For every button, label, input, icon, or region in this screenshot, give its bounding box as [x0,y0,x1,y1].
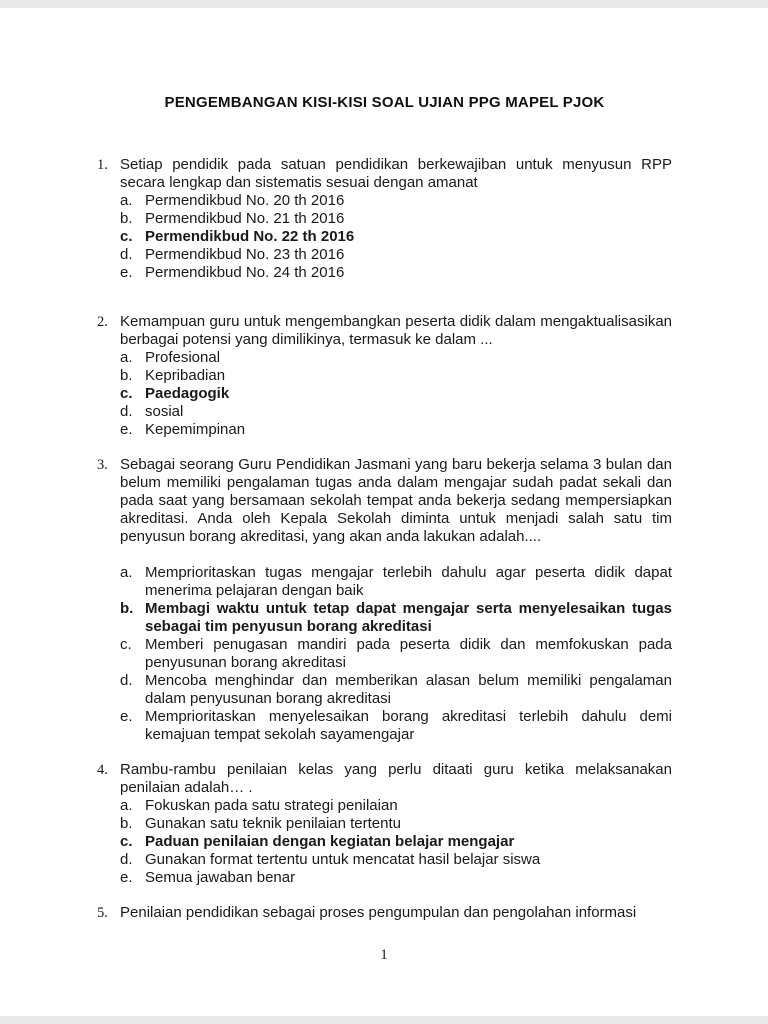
option-correct [120,833,672,851]
option [120,708,672,744]
question-stem: Penilaian pendidikan sebagai proses pengumpulan dan pengolahan informasi [120,904,637,921]
question-5 [97,904,672,922]
question-4 [97,761,672,887]
question-2 [97,313,672,439]
option-label: e. [120,708,133,725]
option-label: c. [120,385,133,402]
option-text: Gunakan format tertentu untuk mencatat hasil belajar siswa [145,851,541,868]
option-label: c. [120,228,133,245]
option-label: e. [120,869,133,886]
question-body [120,156,672,282]
option [120,192,672,210]
option-text: Mencoba menghindar dan memberikan alasan belum memiliki pengalaman dalam penyusunan borang akreditasi [145,672,672,707]
option-text: Fokuskan pada satu strategi penilaian [145,797,398,814]
document-page [0,8,768,1016]
question-number: 1. [97,157,108,173]
option-text: Permendikbud No. 24 th 2016 [145,264,345,281]
question-stem: Kemampuan guru untuk mengembangkan peserta didik dalam mengaktualisasikan berbagai potensi yang dimilikinya, termasuk ke dalam ... [120,313,672,348]
option-label: e. [120,421,133,438]
option-text: Kepemimpinan [145,421,246,438]
option [120,851,672,869]
option [120,421,672,439]
option-label: a. [120,349,133,366]
option-text: Memprioritaskan menyelesaikan borang akreditasi terlebih dahulu demi kemajuan tempat sekolah sayamengajar [145,708,672,743]
options-list [120,192,672,282]
option-label: b. [120,210,133,227]
option [120,869,672,887]
option [120,210,672,228]
option-label: d. [120,403,133,420]
question-body [120,313,672,439]
question-stem: Sebagai seorang Guru Pendidikan Jasmani yang baru bekerja selama 3 bulan dan belum memiliki pengalaman tugas anda dalam mengajar sudah padat sekali dan pada saat yang bersamaan sekolah tempat anda bekerja sedang mempersiapkan akreditasi. Anda oleh Kepala Sekolah diminta untuk menjadi salah satu tim penyusun borang akreditasi, yang akan anda lakukan adalah.... [120,456,672,545]
option-label: a. [120,564,133,581]
question-body [120,904,672,922]
question-number: 3. [97,457,108,473]
option [120,797,672,815]
option-label: d. [120,672,133,689]
option [120,815,672,833]
option-text: Permendikbud No. 20 th 2016 [145,192,345,209]
option-label: a. [120,797,133,814]
option-label: d. [120,851,133,868]
document-title: PENGEMBANGAN KISI-KISI SOAL UJIAN PPG MAPEL PJOK [164,94,605,111]
question-stem: Setiap pendidik pada satuan pendidikan berkewajiban untuk menyusun RPP secara lengkap dan sistematis sesuai dengan amanat [120,156,672,191]
question-number: 2. [97,314,108,330]
option [120,246,672,264]
option-correct [120,228,672,246]
options-list [120,564,672,744]
option [120,403,672,421]
option-label: a. [120,192,133,209]
option-label: c. [120,636,132,653]
option-correct [120,600,672,636]
option-text: Memberi penugasan mandiri pada peserta didik dan memfokuskan pada penyusunan borang akreditasi [145,636,672,671]
option [120,564,672,600]
option-text: Membagi waktu untuk tetap dapat mengajar serta menyelesaikan tugas sebagai tim penyusun borang akreditasi [145,600,672,635]
option-label: b. [120,815,133,832]
question-number: 4. [97,762,108,778]
option-text: Gunakan satu teknik penilaian tertentu [145,815,402,832]
question-body [120,456,672,744]
option-text: sosial [145,403,184,420]
question-number: 5. [97,905,108,921]
option-label: b. [120,600,134,617]
option-label: b. [120,367,133,384]
option-text: Profesional [145,349,221,366]
option [120,672,672,708]
option-text: Semua jawaban benar [145,869,296,886]
option [120,367,672,385]
option-text: Memprioritaskan tugas mengajar terlebih dahulu agar peserta didik dapat menerima pelajaran dengan baik [145,564,672,599]
question-body [120,761,672,887]
page-number: 1 [380,947,388,963]
options-list [120,797,672,887]
option [120,349,672,367]
option-text: Paedagogik [145,385,230,402]
option [120,264,672,282]
option-text: Kepribadian [145,367,226,384]
option-label: e. [120,264,133,281]
question-1 [97,156,672,282]
option-text: Paduan penilaian dengan kegiatan belajar mengajar [145,833,515,850]
option-text: Permendikbud No. 21 th 2016 [145,210,345,227]
option-text: Permendikbud No. 23 th 2016 [145,246,345,263]
question-stem: Rambu-rambu penilaian kelas yang perlu ditaati guru ketika melaksanakan penilaian adalah… . [120,761,672,796]
option-text: Permendikbud No. 22 th 2016 [145,228,355,245]
options-list [120,349,672,439]
option-label: c. [120,833,133,850]
question-3 [97,456,672,744]
option [120,636,672,672]
option-label: d. [120,246,133,263]
option-correct [120,385,672,403]
